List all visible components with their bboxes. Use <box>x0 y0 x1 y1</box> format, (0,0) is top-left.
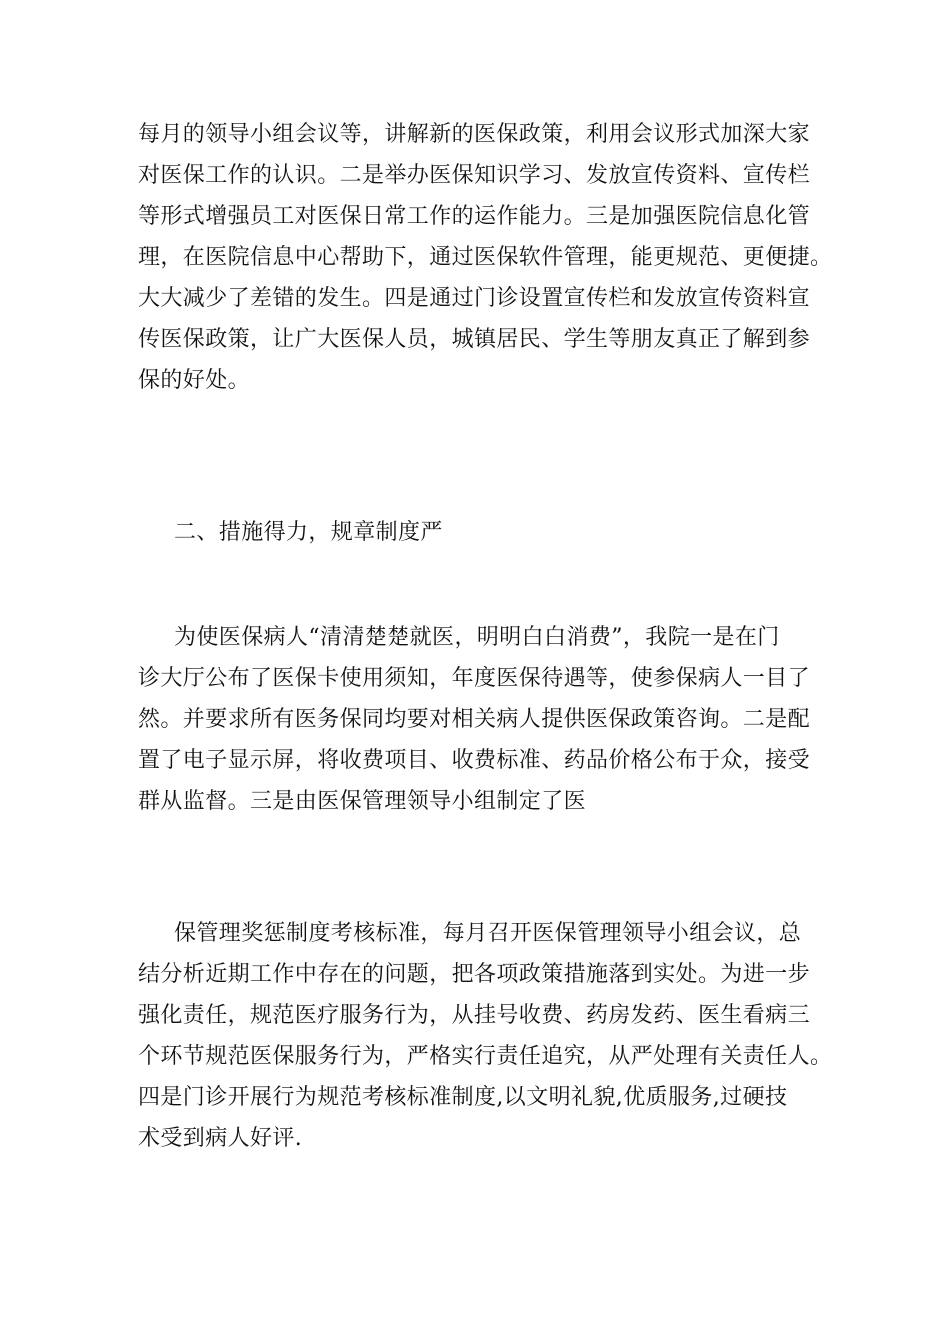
text-line: 个环节规范医保服务行为，严格实行责任追究，从严处理有关责任人。 <box>138 1044 833 1069</box>
text-line: 置了电子显示屏，将收费项目、收费标准、药品价格公布于众，接受 <box>138 748 811 773</box>
text-line: 结分析近期工作中存在的问题，把各项政策措施落到实处。为进一步 <box>138 962 811 987</box>
paragraph-measures <box>138 617 828 822</box>
section-heading-text: 二、措施得力，规章制度严 <box>174 520 443 545</box>
text-line: 保管理奖惩制度考核标准，每月召开医保管理领导小组会议，总 <box>174 921 802 946</box>
text-line: 传医保政策，让广大医保人员，城镇居民、学生等朋友真正了解到参 <box>138 327 811 352</box>
text-line: 然。并要求所有医务保同均要对相关病人提供医保政策咨询。二是配 <box>138 707 811 732</box>
text-line: 群从监督。三是由医保管理领导小组制定了医 <box>138 789 587 814</box>
text-line: 等形式增强员工对医保日常工作的运作能力。三是加强医院信息化管 <box>138 204 811 229</box>
paragraph-publicity <box>138 114 833 401</box>
text-line: 强化责任，规范医疗服务行为，从挂号收费、药房发药、医生看病三 <box>138 1003 811 1028</box>
text-line: 保的好处。 <box>138 368 251 393</box>
text-line: 为使医保病人“清清楚楚就医，明明白白消费”，我院一是在门 <box>174 625 780 650</box>
paragraph-rules <box>138 913 833 1159</box>
text-line: 对医保工作的认识。二是举办医保知识学习、发放宣传资料、宣传栏 <box>138 163 811 188</box>
section-heading <box>138 512 828 553</box>
text-line: 大大减少了差错的发生。四是通过门诊设置宣传栏和发放宣传资料宣 <box>138 286 811 311</box>
text-line: 每月的领导小组会议等，讲解新的医保政策，利用会议形式加深大家 <box>138 122 811 147</box>
text-line: 诊大厅公布了医保卡使用须知，年度医保待遇等，使参保病人一目了 <box>138 666 811 691</box>
text-line: 理，在医院信息中心帮助下，通过医保软件管理，能更规范、更便捷。 <box>138 245 833 270</box>
text-line: 术受到病人好评. <box>138 1126 303 1151</box>
text-line: 四是门诊开展行为规范考核标准制度,以文明礼貌,优质服务,过硬技 <box>138 1085 788 1110</box>
